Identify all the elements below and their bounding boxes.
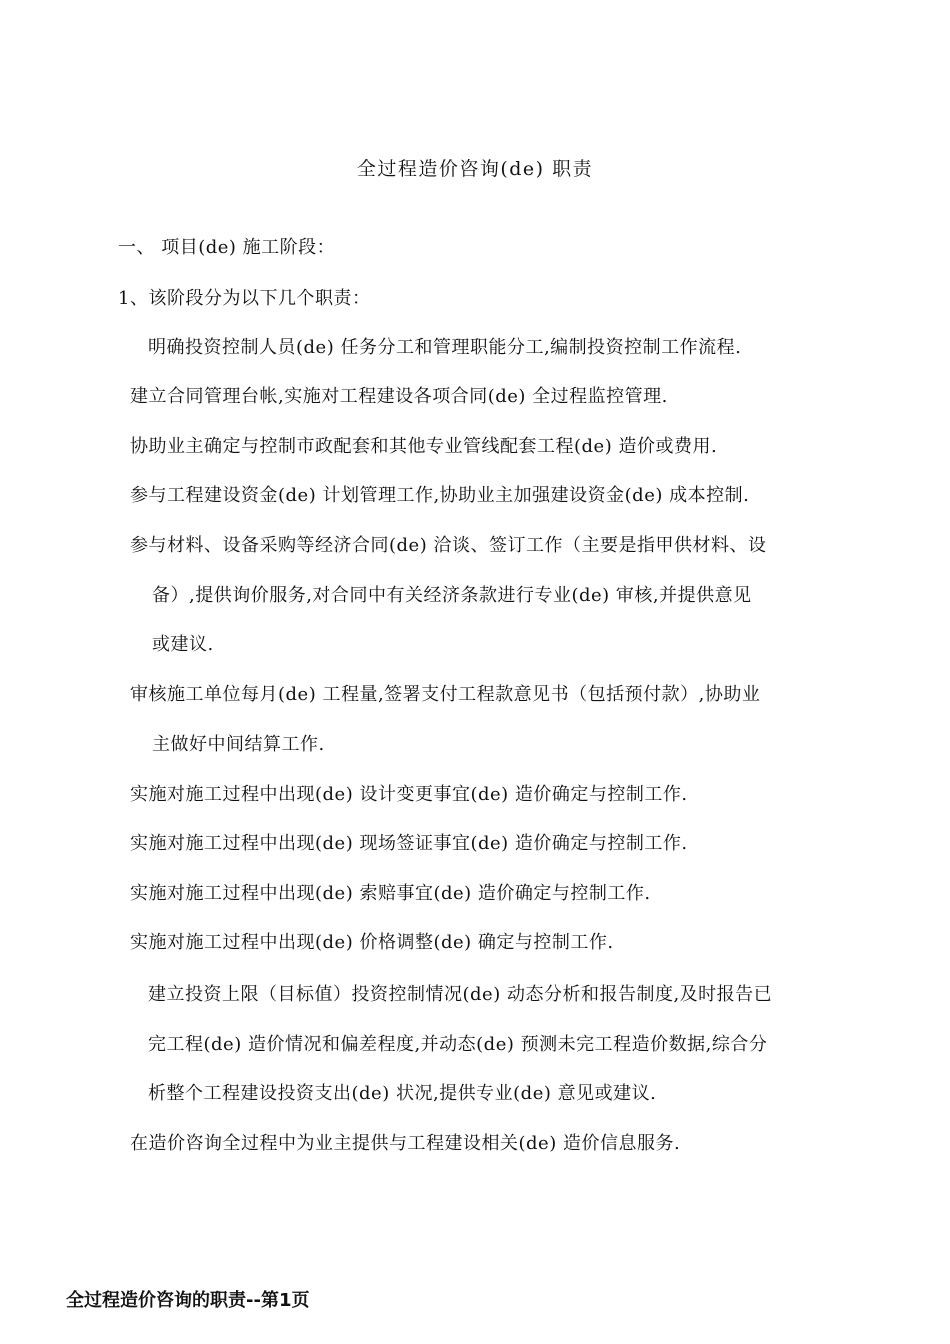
section-heading: 一、 项目(de) 施工阶段： <box>118 237 336 258</box>
page-footer: 全过程造价咨询的职责--第1页 <box>66 1290 310 1311</box>
duty-line: 建立合同管理台帐,实施对工程建设各项合同(de) 全过程监控管理. <box>130 386 668 407</box>
duty-line-continued: 备）,提供询价服务,对合同中有关经济条款进行专业(de) 审核,并提供意见 <box>152 585 752 606</box>
document-title: 全过程造价咨询(de) 职责 <box>356 158 594 180</box>
duty-line: 在造价咨询全过程中为业主提供与工程建设相关(de) 造价信息服务. <box>130 1133 681 1154</box>
duty-line: 实施对施工过程中出现(de) 索赔事宜(de) 造价确定与控制工作. <box>130 883 651 904</box>
duty-line: 实施对施工过程中出现(de) 设计变更事宜(de) 造价确定与控制工作. <box>130 784 688 805</box>
subheading: 1、该阶段分为以下几个职责： <box>118 288 371 309</box>
duty-line-continued: 或建议. <box>152 634 214 655</box>
duty-line: 参与材料、设备采购等经济合同(de) 洽谈、签订工作（主要是指甲供材料、设 <box>130 535 767 556</box>
duty-line-continued: 主做好中间结算工作. <box>152 734 325 755</box>
duty-line: 协助业主确定与控制市政配套和其他专业管线配套工程(de) 造价或费用. <box>130 436 718 457</box>
duty-line: 建立投资上限（目标值）投资控制情况(de) 动态分析和报告制度,及时报告已 <box>148 984 773 1005</box>
duty-line: 明确投资控制人员(de) 任务分工和管理职能分工,编制投资控制工作流程. <box>148 337 742 358</box>
duty-line: 审核施工单位每月(de) 工程量,签署支付工程款意见书（包括预付款）,协助业 <box>130 684 761 705</box>
duty-line: 参与工程建设资金(de) 计划管理工作,协助业主加强建设资金(de) 成本控制. <box>130 485 750 506</box>
duty-line-continued: 析整个工程建设投资支出(de) 状况,提供专业(de) 意见或建议. <box>148 1083 657 1104</box>
duty-line: 实施对施工过程中出现(de) 价格调整(de) 确定与控制工作. <box>130 932 614 953</box>
duty-line: 实施对施工过程中出现(de) 现场签证事宜(de) 造价确定与控制工作. <box>130 833 688 854</box>
duty-line-continued: 完工程(de) 造价情况和偏差程度,并动态(de) 预测未完工程造价数据,综合分 <box>148 1034 768 1055</box>
